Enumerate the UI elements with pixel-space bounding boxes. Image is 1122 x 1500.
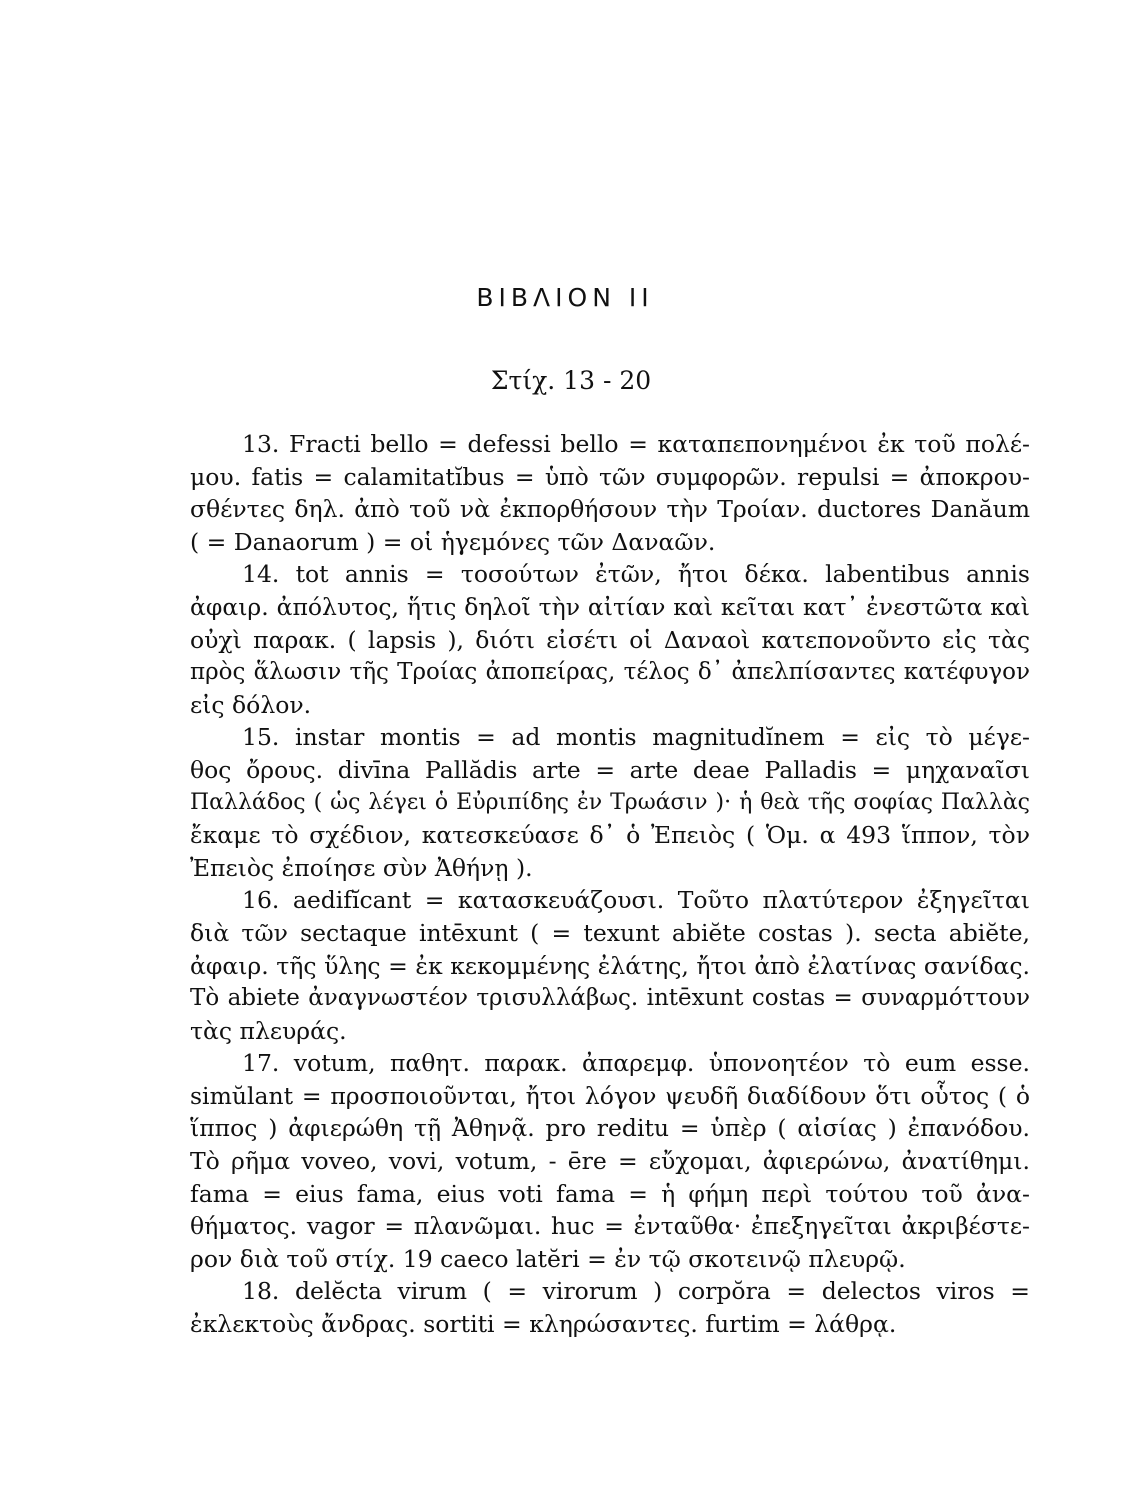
- commentary-line: ( = Danaorum ) = οἱ ἡγεμόνες τῶν Δαναῶν.: [190, 527, 716, 556]
- commentary-line: τὰς πλευράς.: [190, 1016, 347, 1045]
- commentary-line: ἵππος ) ἀφιερώθη τῇ Ἀθηνᾷ. pro reditu = ὑπὲρ ( αἰσίας ) ἐπανόδου.: [190, 1114, 1030, 1143]
- commentary-line: ἐκλεκτοὺς ἄνδρας. sortiti = κληρώσαντες. furtim = λάθρᾳ.: [190, 1310, 897, 1339]
- commentary-line: ἀφαιρ. τῆς ὕλης = ἐκ κεκομμένης ἐλάτης, ἤτοι ἀπὸ ἐλατίνας σανίδας.: [190, 951, 1030, 980]
- commentary-line: 17. votum, παθητ. παρακ. ἀπαρεμφ. ὑπονοητέον τὸ eum esse.: [242, 1049, 1030, 1078]
- commentary-line: Τὸ ρῆμα voveo, vovi, votum, - ēre = εὔχομαι, ἀφιερώνω, ἀνατίθημι.: [190, 1147, 1030, 1176]
- commentary-line: 16. aedifĭcant = κατασκευάζουσι. Τοῦτο πλατύτερον ἐξηγεῖται: [242, 886, 1030, 915]
- commentary-line: σθέντες δηλ. ἀπὸ τοῦ νὰ ἐκπορθήσουν τὴν Τροίαν. ductores Danăum: [190, 495, 1030, 524]
- commentary-line: ρον διὰ τοῦ στίχ. 19 caeco latĕri = ἐν τῷ σκοτεινῷ πλευρῷ.: [190, 1244, 906, 1273]
- commentary-line: 14. tot annis = τοσούτων ἐτῶν, ἤτοι δέκα. labentibus annis: [242, 560, 1030, 589]
- commentary-line: μου. fatis = calamitatĭbus = ὑπὸ τῶν συμφορῶν. repulsi = ἀποκρου-: [190, 462, 1030, 491]
- commentary-line: 13. Fracti bello = defessi bello = καταπεπονημένοι ἐκ τοῦ πολέ-: [242, 430, 1030, 458]
- commentary-line: οὐχὶ παρακ. ( lapsis ), διότι εἰσέτι οἱ Δαναοὶ κατεπονοῦντο εἰς τὰς: [190, 625, 1030, 654]
- commentary-line: Τὸ abiete ἀναγνωστέον τρισυλλάβως. intēxunt costas = συναρμόττουν: [190, 985, 1030, 1012]
- commentary-line: Ἐπειὸς ἐποίησε σὺν Ἀθήνῃ ).: [190, 853, 533, 882]
- verse-range: Στίχ. 13 - 20: [490, 366, 652, 395]
- commentary-line: θος ὄρους. divīna Pallădis arte = arte deae Palladis = μηχαναῖσι: [190, 755, 1030, 784]
- book-title: ΒΙΒΛΙΟΝ ΙΙ: [476, 283, 654, 312]
- commentary-line: 18. delĕcta virum ( = virorum ) corpŏra = delectos viros =: [242, 1277, 1030, 1306]
- commentary-line: θήματος. vagor = πλανῶμαι. huc = ἐνταῦθα· ἐπεξηγεῖται ἀκριβέστε-: [190, 1212, 1030, 1241]
- commentary-line: εἰς δόλον.: [190, 690, 312, 719]
- commentary-line: πρὸς ἅλωσιν τῆς Τροίας ἀποπείρας, τέλος δ᾽ ἀπελπίσαντες κατέφυγον: [190, 659, 1030, 686]
- commentary-line: ἀφαιρ. ἀπόλυτος, ἥτις δηλοῖ τὴν αἰτίαν καὶ κεῖται κατ᾽ ἐνεστῶτα καὶ: [190, 592, 1030, 621]
- commentary-line: simŭlant = προσποιοῦνται, ἤτοι λόγον ψευδῆ διαδίδουν ὅτι οὗτος ( ὁ: [190, 1081, 1030, 1110]
- commentary-line: ἔκαμε τὸ σχέδιον, κατεσκεύασε δ᾽ ὁ Ἐπειὸς ( Ὁμ. α 493 ἵππον, τὸν: [190, 821, 1030, 850]
- commentary-line: fama = eius fama, eius voti fama = ἡ φήμη περὶ τούτου τοῦ ἀνα-: [190, 1179, 1030, 1208]
- commentary-line: Παλλάδος ( ὡς λέγει ὁ Εὐριπίδης ἐν Τρωάσιν )· ἡ θεὰ τῆς σοφίας Παλλὰς: [190, 789, 1030, 815]
- commentary-line: διὰ τῶν sectaque intēxunt ( = texunt abiĕte costas ). secta abiĕte,: [190, 918, 1030, 947]
- commentary-body: [190, 428, 1030, 1341]
- commentary-line: 15. instar montis = ad montis magnitudĭnem = εἰς τὸ μέγε-: [242, 723, 1030, 752]
